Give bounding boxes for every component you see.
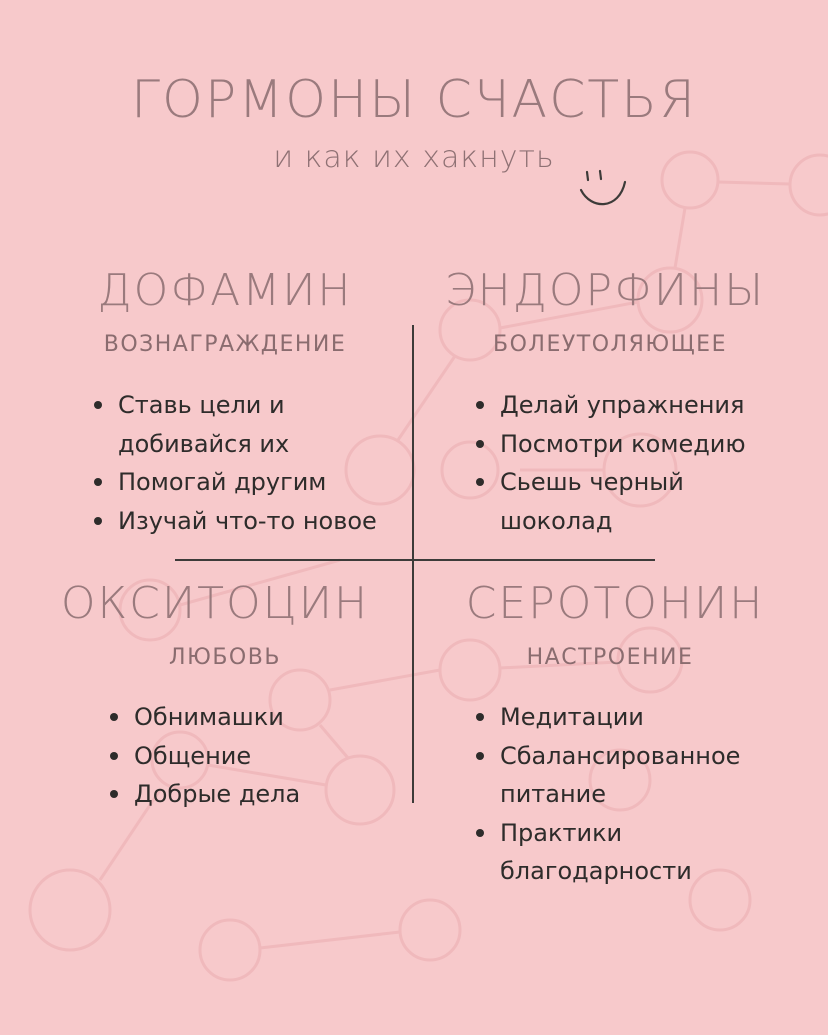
dopamine-list xyxy=(92,386,402,540)
list-item: Помогай другим xyxy=(92,463,402,502)
vertical-divider xyxy=(412,325,414,803)
horizontal-divider xyxy=(175,559,655,561)
hormone-role-dopamine: ВОЗНАГРАЖДЕНИЕ xyxy=(103,332,347,357)
list-item: Делай упражнения xyxy=(474,386,794,425)
page-title: ГОРМОНЫ СЧАСТЬЯ xyxy=(131,70,697,130)
oxytocin-list xyxy=(108,698,398,814)
list-item: Общение xyxy=(108,737,398,776)
list-item: Сьешь черный шоколад xyxy=(474,463,710,540)
smiley-icon xyxy=(577,158,633,214)
list-item: Сбалансированное питание xyxy=(474,737,794,814)
list-item: Медитации xyxy=(474,698,794,737)
hormone-name-oxytocin: ОКСИТОЦИН xyxy=(60,578,370,629)
list-item: Обнимашки xyxy=(108,698,398,737)
page-subtitle: и как их хакнуть xyxy=(273,140,555,175)
list-item: Посмотри комедию xyxy=(474,425,794,464)
serotonin-list xyxy=(474,698,794,891)
list-item: Ставь цели и добивайся их xyxy=(92,386,402,463)
list-item: Добрые дела xyxy=(108,775,398,814)
hormone-role-oxytocin: ЛЮБОВЬ xyxy=(169,645,281,670)
hormone-name-dopamine: ДОФАМИН xyxy=(97,265,353,316)
hormone-role-endorphins: БОЛЕУТОЛЯЮЩЕЕ xyxy=(493,332,727,357)
hormone-name-endorphins: ЭНДОРФИНЫ xyxy=(444,265,766,316)
list-item: Изучай что-то новое xyxy=(92,502,402,541)
list-item: Практики благодарности xyxy=(474,814,730,891)
endorphins-list xyxy=(474,386,794,540)
hormone-name-serotonin: СЕРОТОНИН xyxy=(465,578,765,629)
hormone-role-serotonin: НАСТРОЕНИЕ xyxy=(526,645,694,670)
